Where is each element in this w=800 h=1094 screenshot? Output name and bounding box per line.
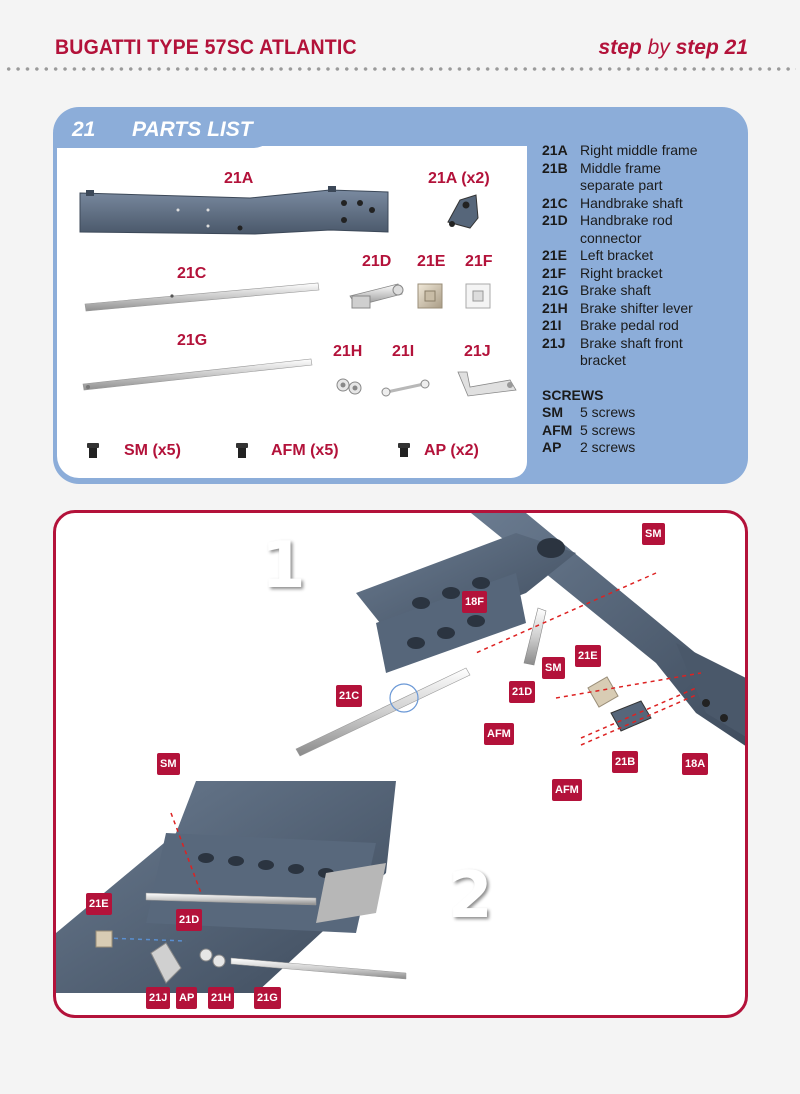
screw-desc: 5 screws xyxy=(580,404,636,420)
parts-legend xyxy=(542,142,700,457)
step2-frame xyxy=(56,781,396,993)
legend-desc: Brake shaft xyxy=(580,282,651,298)
legend-desc: Brake shifter lever xyxy=(580,299,693,316)
screw-code: AFM xyxy=(542,421,573,438)
legend-row xyxy=(542,247,700,265)
label-21a-x2: 21A (x2) xyxy=(428,170,490,187)
legend-code: 21E xyxy=(542,247,567,263)
screw-desc: 5 screws xyxy=(580,421,636,438)
legend-code: 21B xyxy=(542,159,568,176)
legend-desc: Handbrake rod connector xyxy=(580,212,673,246)
legend-desc: Right middle frame xyxy=(580,142,698,158)
tag-18a: 18A xyxy=(682,753,708,775)
legend-row xyxy=(542,317,700,335)
legend-code: 21D xyxy=(542,212,568,228)
legend-row xyxy=(542,335,700,370)
by-word: by xyxy=(647,36,670,59)
label-21g: 21G xyxy=(177,332,208,349)
legend-code: 21J xyxy=(542,334,566,351)
label-21i: 21I xyxy=(392,343,415,360)
legend-row xyxy=(542,300,700,318)
legend-code: 21I xyxy=(542,317,562,333)
tag-sm-top: SM xyxy=(642,523,665,545)
tag-21e-step2: 21E xyxy=(86,893,112,915)
legend-row xyxy=(542,212,700,247)
label-21f: 21F xyxy=(465,253,493,270)
label-ap: AP (x2) xyxy=(424,442,479,459)
legend-desc: Left bracket xyxy=(580,247,654,263)
legend-row xyxy=(542,195,700,213)
tag-afm-2: AFM xyxy=(552,779,582,801)
tag-sm-left: SM xyxy=(157,753,180,775)
tag-afm-1: AFM xyxy=(484,723,514,745)
tag-21b: 21B xyxy=(612,751,638,773)
legend-row xyxy=(542,265,700,283)
legend-row xyxy=(542,142,700,160)
label-21c: 21C xyxy=(177,265,207,282)
legend-desc: Handbrake shaft xyxy=(580,194,683,211)
step1-frame xyxy=(356,513,748,753)
label-21e: 21E xyxy=(417,253,446,270)
screw-row xyxy=(542,404,700,422)
tag-21g: 21G xyxy=(254,987,281,1009)
legend-code: 21G xyxy=(542,282,569,298)
tag-21c: 21C xyxy=(336,685,362,707)
legend-code: 21A xyxy=(542,142,568,158)
step-number-1: 1 xyxy=(261,529,306,603)
header-divider xyxy=(4,67,796,71)
label-21j: 21J xyxy=(464,343,491,360)
tag-18f: 18F xyxy=(462,591,487,613)
screw-row xyxy=(542,422,700,440)
step-word: step xyxy=(598,36,642,59)
parts-title: PARTS LIST xyxy=(132,118,253,141)
tag-21e: 21E xyxy=(575,645,601,667)
legend-desc: Middle frame separate part xyxy=(580,159,663,193)
tag-sm-mid: SM xyxy=(542,657,565,679)
legend-row xyxy=(542,282,700,300)
assembly-panel xyxy=(53,510,748,1018)
tag-21j: 21J xyxy=(146,987,170,1009)
tag-21d-step2: 21D xyxy=(176,909,202,931)
tag-ap: AP xyxy=(176,987,197,1009)
step-indicator xyxy=(599,36,748,60)
legend-desc: Brake pedal rod xyxy=(580,317,679,333)
legend-desc: Brake shaft front bracket xyxy=(580,334,683,368)
label-afm: AFM (x5) xyxy=(271,442,339,459)
tag-21h: 21H xyxy=(208,987,234,1009)
label-21a: 21A xyxy=(224,170,254,187)
parts-white-area xyxy=(57,146,527,478)
label-21h: 21H xyxy=(333,343,363,360)
step-word-2: step xyxy=(675,36,719,59)
screw-row xyxy=(542,439,700,457)
label-sm: SM (x5) xyxy=(124,442,181,459)
legend-row xyxy=(542,160,700,195)
screw-desc: 2 screws xyxy=(580,439,636,455)
screw-code: AP xyxy=(542,439,562,455)
step-number-2: 2 xyxy=(448,859,493,933)
legend-desc: Right bracket xyxy=(580,264,663,281)
step-number: 21 xyxy=(724,36,748,59)
legend-code: 21H xyxy=(542,299,568,316)
screws-title: SCREWS xyxy=(542,386,604,403)
legend-code: 21C xyxy=(542,194,568,211)
screw-code: SM xyxy=(542,404,563,420)
tag-21d: 21D xyxy=(509,681,535,703)
parts-number: 21 xyxy=(72,118,96,141)
page-title: BUGATTI TYPE 57SC ATLANTIC xyxy=(55,36,357,59)
legend-code: 21F xyxy=(542,264,567,281)
label-21d: 21D xyxy=(362,253,392,270)
